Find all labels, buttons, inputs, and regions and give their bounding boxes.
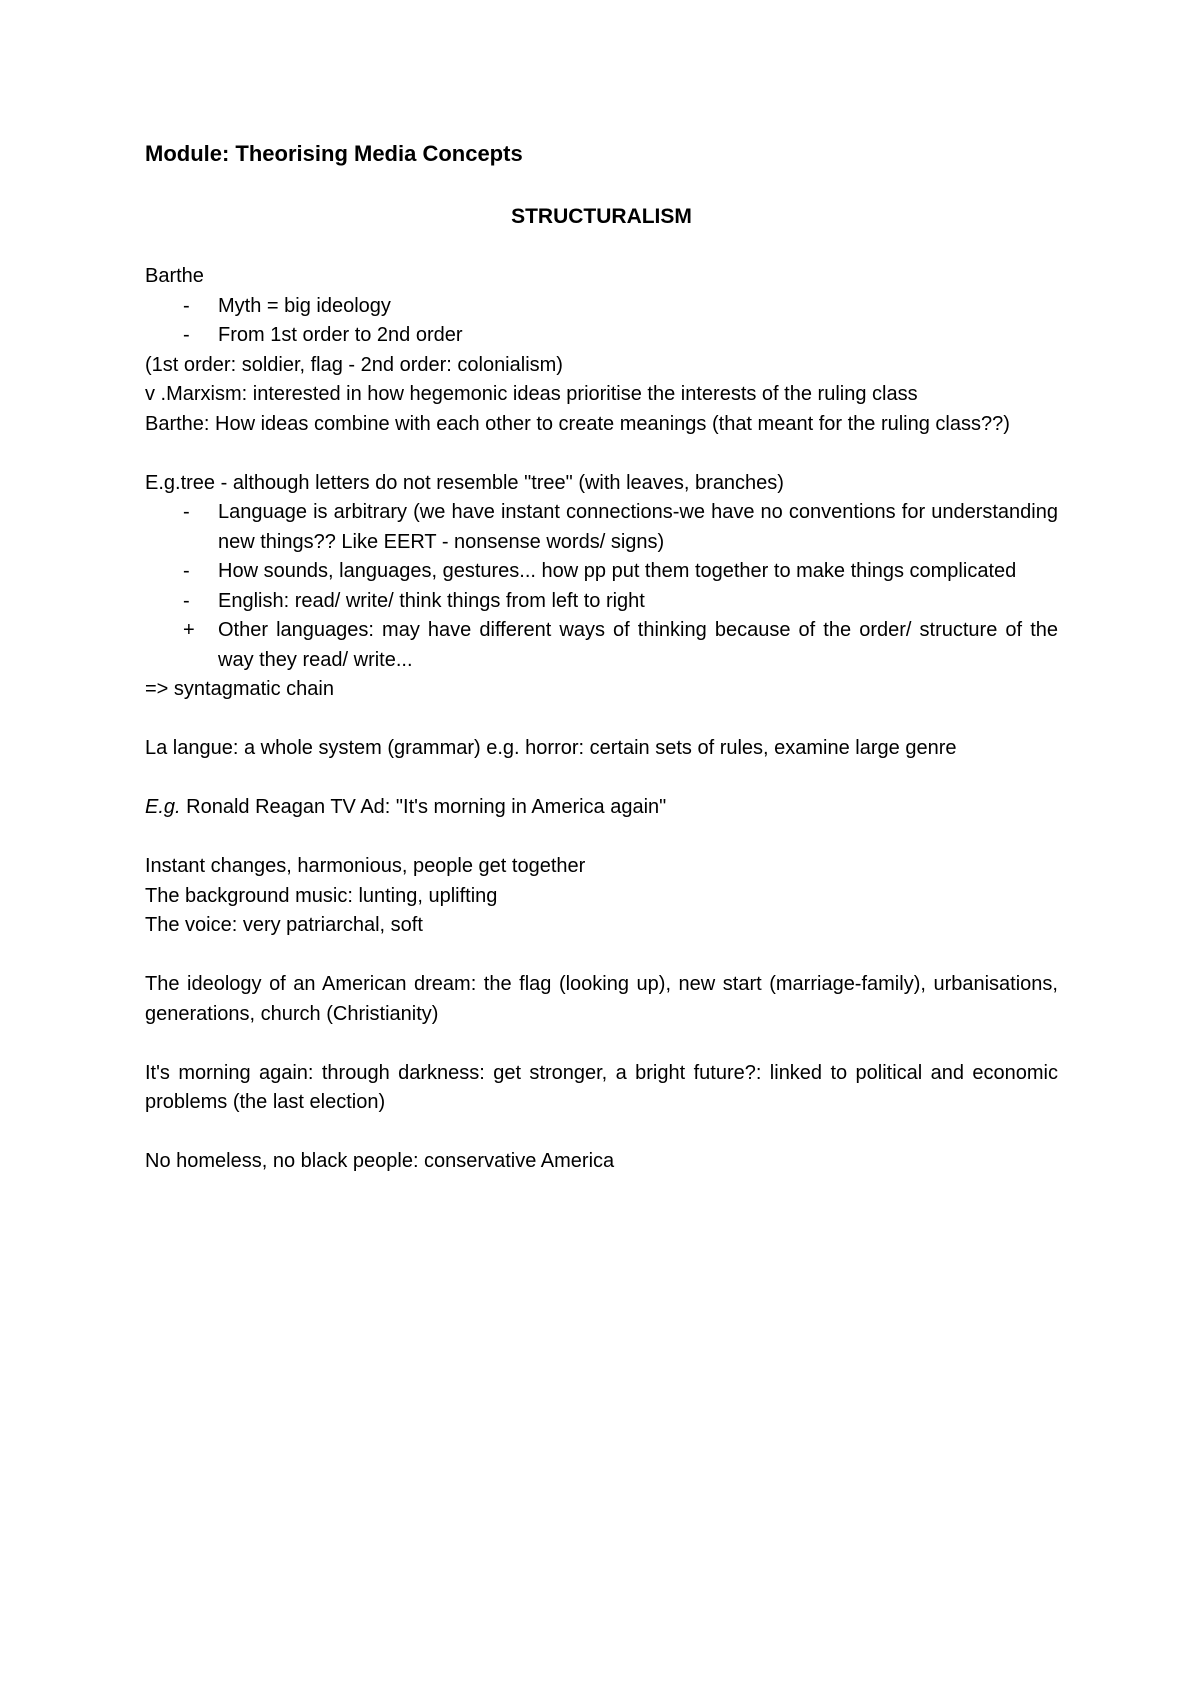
list-item	[145, 321, 1058, 351]
document-content	[145, 139, 1058, 1177]
list-item-text: Language is arbitrary (we have instant connections-we have no conventions for understanding new things?? Like EERT - nonsense words/ signs)	[218, 501, 1058, 553]
eg-prefix: E.g.	[145, 796, 181, 818]
blank-line	[145, 764, 1058, 794]
list-item-text: English: read/ write/ think things from left to right	[218, 589, 645, 612]
bullet-mark: -	[183, 560, 190, 582]
bullet-mark: -	[183, 294, 190, 317]
blank-line	[145, 1118, 1058, 1148]
ad-note: The background music: lunting, uplifting	[145, 884, 498, 907]
list-item	[145, 587, 1058, 617]
marxism-line: v .Marxism: interested in how hegemonic ideas prioritise the interests of the ruling class	[145, 383, 918, 405]
barthe-heading: Barthe	[145, 265, 204, 287]
morning-line: It's morning again: through darkness: get stronger, a bright future?: linked to political and economic problems (the last election)	[145, 1061, 1058, 1113]
ad-note: The voice: very patriarchal, soft	[145, 914, 423, 936]
list-item	[145, 616, 1058, 675]
list-item-text: Other languages: may have different ways of thinking because of the order/ structure of the way they read/ write...	[218, 619, 1058, 671]
barthe-line: Barthe: How ideas combine with each other to create meanings (that meant for the ruling class??)	[145, 412, 1010, 435]
conservative-line: No homeless, no black people: conservative America	[145, 1150, 615, 1172]
bullet-mark: +	[183, 619, 195, 641]
bullet-mark: -	[183, 324, 190, 346]
list-item	[145, 498, 1058, 557]
reagan-text: Ronald Reagan TV Ad: "It's morning in America again"	[180, 796, 667, 818]
reagan-line	[145, 793, 1058, 823]
bullet-mark: -	[183, 501, 190, 523]
la-langue-line: La langue: a whole system (grammar) e.g. horror: certain sets of rules, examine large genre	[145, 737, 957, 759]
list-item	[145, 557, 1058, 587]
list-item-text: How sounds, languages, gestures... how pp put them together to make things complicated	[218, 560, 1017, 582]
order-note: (1st order: soldier, flag - 2nd order: colonialism)	[145, 353, 563, 376]
module-title: Module: Theorising Media Concepts	[145, 141, 523, 166]
bullet-mark: -	[183, 589, 190, 612]
tree-section	[145, 469, 1058, 705]
list-item	[145, 292, 1058, 322]
blank-line	[145, 941, 1058, 971]
barthe-section	[145, 262, 1058, 439]
syntagmatic-line: => syntagmatic chain	[145, 678, 334, 700]
ideology-line: The ideology of an American dream: the flag (looking up), new start (marriage-family), urbanisations, generations, church (Christianity)	[145, 973, 1058, 1025]
blank-line	[145, 823, 1058, 853]
blank-line	[145, 1029, 1058, 1059]
blank-line	[145, 705, 1058, 735]
tree-line: E.g.tree - although letters do not resemble "tree" (with leaves, branches)	[145, 471, 784, 494]
section-title: STRUCTURALISM	[511, 205, 692, 228]
blank-line	[145, 439, 1058, 469]
list-item-text: Myth = big ideology	[218, 294, 391, 317]
ad-note: Instant changes, harmonious, people get together	[145, 855, 586, 877]
list-item-text: From 1st order to 2nd order	[218, 324, 463, 346]
ad-notes	[145, 852, 1058, 941]
